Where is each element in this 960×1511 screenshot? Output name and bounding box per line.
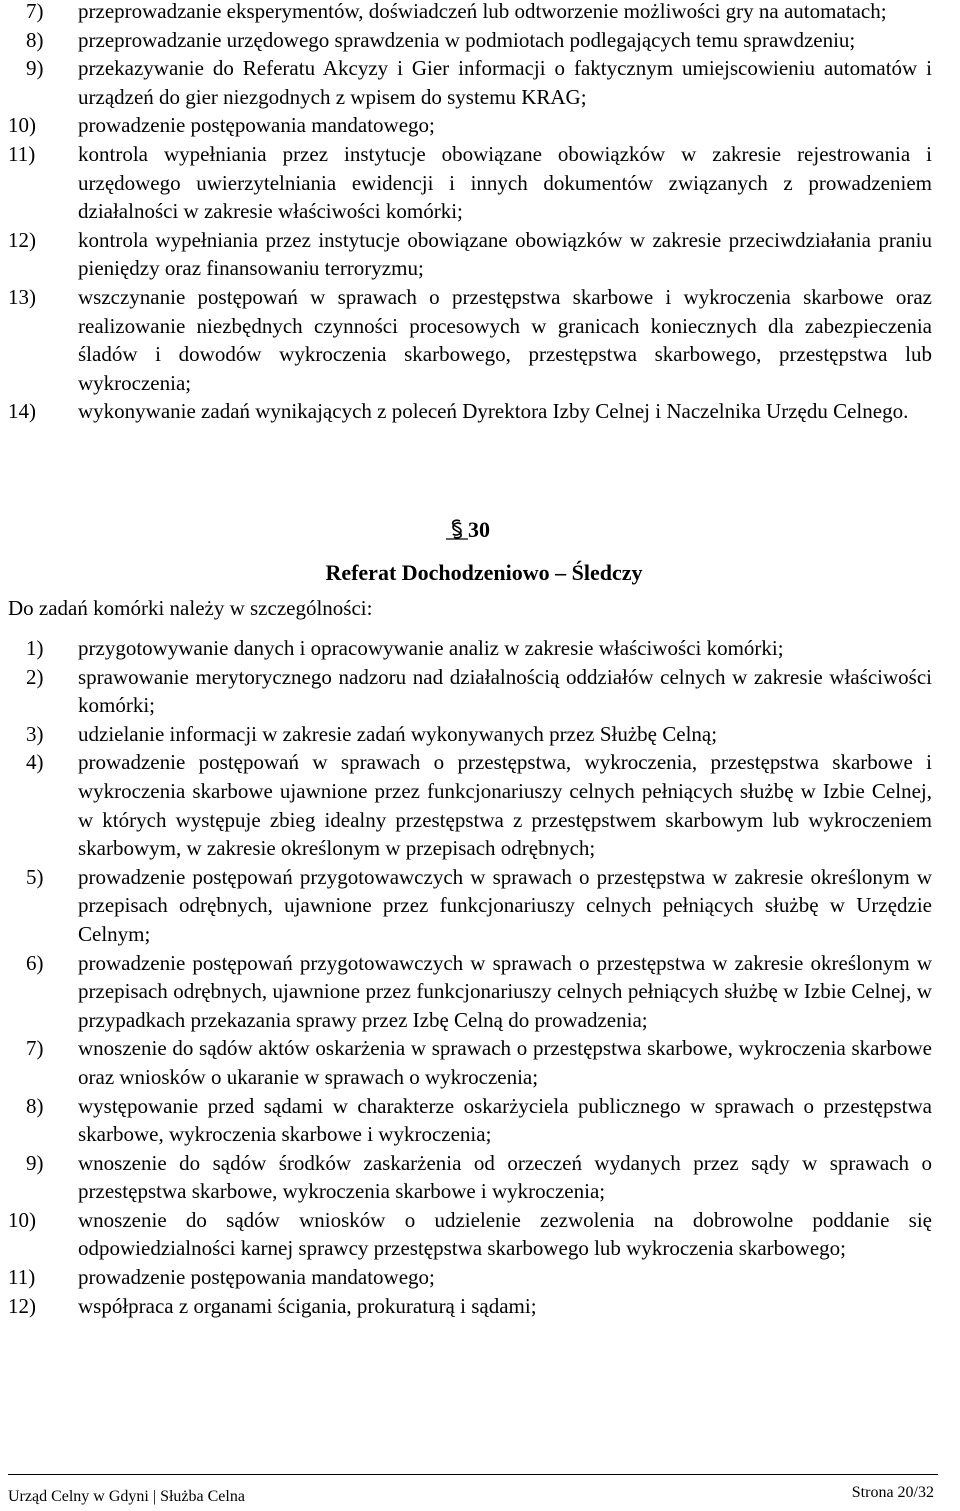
- list-item: [0, 663, 960, 720]
- list-item-text: sprawowanie merytorycznego nadzoru nad działalnością oddziałów celnych w zakresie właściwości komórki;: [78, 664, 932, 718]
- list-item-text: przeprowadzanie urzędowego sprawdzenia w podmiotach podlegających temu sprawdzeniu;: [78, 27, 856, 52]
- list-item: [0, 1292, 960, 1321]
- list-item: [0, 1092, 960, 1149]
- list-item-text: wnoszenie do sądów środków zaskarżenia od orzeczeń wydanych przez sądy w sprawach o przestępstwa skarbowe, wykroczenia skarbowe i wykroczenia;: [78, 1150, 932, 1204]
- list-item: [0, 1206, 960, 1263]
- list-item-number: 5): [26, 864, 44, 889]
- task-list-top: [0, 0, 960, 426]
- footer-page-number: Strona 20/32: [851, 1484, 934, 1501]
- list-item-number: 9): [26, 1150, 44, 1175]
- list-item: [0, 26, 960, 55]
- section-title: Referat Dochodzeniowo – Śledczy: [325, 560, 643, 585]
- list-item-text: wnoszenie do sądów aktów oskarżenia w sprawach o przestępstwa skarbowe, wykroczenia skarbowe oraz wniosków o ukaranie w sprawach o wykroczenia;: [78, 1036, 932, 1089]
- list-item: [0, 1263, 960, 1292]
- list-item: [0, 140, 960, 226]
- list-item-number: 7): [26, 1036, 44, 1061]
- list-item-text: prowadzenie postępowania mandatowego;: [78, 113, 435, 138]
- list-item-text: wszczynanie postępowań w sprawach o przestępstwa skarbowe i wykroczenia skarbowe oraz realizowanie niezbędnych czynności procesowych w granicach koniecznych dla zabezpieczenia śladów i dowodów wykroczenia skarbowego, przestępstwa skarbowego, przestępstwa lub wykroczenia;: [78, 284, 932, 395]
- list-item-text: współpraca z organami ścigania, prokuraturą i sądami;: [78, 1293, 537, 1318]
- list-item: [0, 0, 960, 26]
- list-item-number: 14): [8, 399, 36, 424]
- list-item: [0, 1034, 960, 1091]
- list-item: [0, 283, 960, 397]
- section-intro: Do zadań komórki należy w szczególności:: [8, 596, 373, 620]
- list-item-number: 7): [26, 0, 44, 23]
- footer-divider: [8, 1474, 938, 1475]
- list-item-text: przekazywanie do Referatu Akcyzy i Gier informacji o faktycznym umiejscowieniu automatów i urządzeń do gier niezgodnych z wpisem do systemu KRAG;: [78, 56, 932, 109]
- list-item-text: wykonywanie zadań wynikających z poleceń Dyrektora Izby Celnej i Naczelnika Urzędu Celnego.: [78, 399, 909, 424]
- list-item-number: 8): [26, 27, 44, 52]
- list-item-number: 8): [26, 1093, 44, 1118]
- list-item-text: prowadzenie postępowań w sprawach o przestępstwa, wykroczenia, przestępstwa skarbowe i wykroczenia skarbowe ujawnione przez funkcjonariuszy celnych pełniących służbę w Izbie Celnej, w których występuje zbieg idealny przestępstwa z przestępstwem skarbowym lub wykroczeniem skarbowym, w zakresie określonym w przepisach odrębnych;: [78, 750, 932, 861]
- list-item-text: występowanie przed sądami w charakterze oskarżyciela publicznego w sprawach o przestępstwa skarbowe, wykroczenia skarbowe i wykroczenia;: [78, 1093, 932, 1147]
- footer-left-text: Urząd Celny w Gdyni | Służba Celna: [8, 1488, 245, 1505]
- list-item: [0, 111, 960, 140]
- list-item-text: prowadzenie postępowania mandatowego;: [78, 1265, 435, 1290]
- list-item: [0, 748, 960, 862]
- list-item-number: 1): [26, 636, 44, 660]
- list-item-text: przeprowadzanie eksperymentów, doświadczeń lub odtworzenie możliwości gry na automatach;: [78, 0, 887, 23]
- list-item-text: przygotowywanie danych i opracowywanie analiz w zakresie właściwości komórki;: [78, 636, 784, 660]
- list-item: [0, 54, 960, 111]
- list-item-number: 2): [26, 664, 44, 689]
- list-item-number: 10): [8, 113, 36, 138]
- list-item-number: 11): [8, 1265, 36, 1290]
- list-item-number: 13): [8, 284, 36, 309]
- list-item: [0, 397, 960, 426]
- section-number: 30: [468, 517, 490, 542]
- list-item: [0, 1149, 960, 1206]
- list-item-number: 12): [8, 1293, 36, 1318]
- list-item-number: 9): [26, 56, 44, 81]
- list-item-number: 6): [26, 950, 44, 975]
- list-item-number: 11): [8, 141, 36, 166]
- list-item-number: 12): [8, 227, 36, 252]
- list-item-number: 10): [8, 1207, 36, 1232]
- task-list-bottom: [0, 634, 960, 1320]
- list-item-text: udzielanie informacji w zakresie zadań wykonywanych przez Służbę Celną;: [78, 721, 718, 746]
- list-item-number: 3): [26, 721, 44, 746]
- list-item-text: kontrola wypełniania przez instytucje obowiązane obowiązków w zakresie przeciwdziałania praniu pieniędzy oraz finansowaniu terroryzmu;: [78, 227, 932, 281]
- list-item: [0, 720, 960, 749]
- list-item-text: prowadzenie postępowań przygotowawczych w sprawach o przestępstwa w zakresie określonym w przepisach odrębnych, ujawnione przez funkcjonariuszy celnych pełniących służbę w Urzędzie Celnym;: [78, 864, 932, 946]
- list-item: [0, 226, 960, 283]
- list-item-text: wnoszenie do sądów wniosków o udzielenie zezwolenia na dobrowolne poddanie się odpowiedzialności karnej sprawcy przestępstwa skarbowego lub wykroczenia skarbowego;: [78, 1207, 932, 1261]
- list-item: [0, 634, 960, 663]
- section-sign-icon: [446, 518, 468, 540]
- list-item: [0, 949, 960, 1035]
- list-item-text: kontrola wypełniania przez instytucje obowiązane obowiązków w zakresie rejestrowania i urzędowego uwierzytelniania ewidencji i innych dokumentów związanych z prowadzeniem działalności w zakresie właściwości komórki;: [78, 141, 932, 224]
- list-item: [0, 863, 960, 949]
- list-item-text: prowadzenie postępowań przygotowawczych w sprawach o przestępstwa w zakresie określonym w przepisach odrębnych, ujawnione przez funkcjonariuszy celnych pełniących służbę w Izbie Celnej, w przypadkach przekazania sprawy przez Izbę Celną do prowadzenia;: [78, 950, 932, 1032]
- list-item-number: 4): [26, 750, 44, 775]
